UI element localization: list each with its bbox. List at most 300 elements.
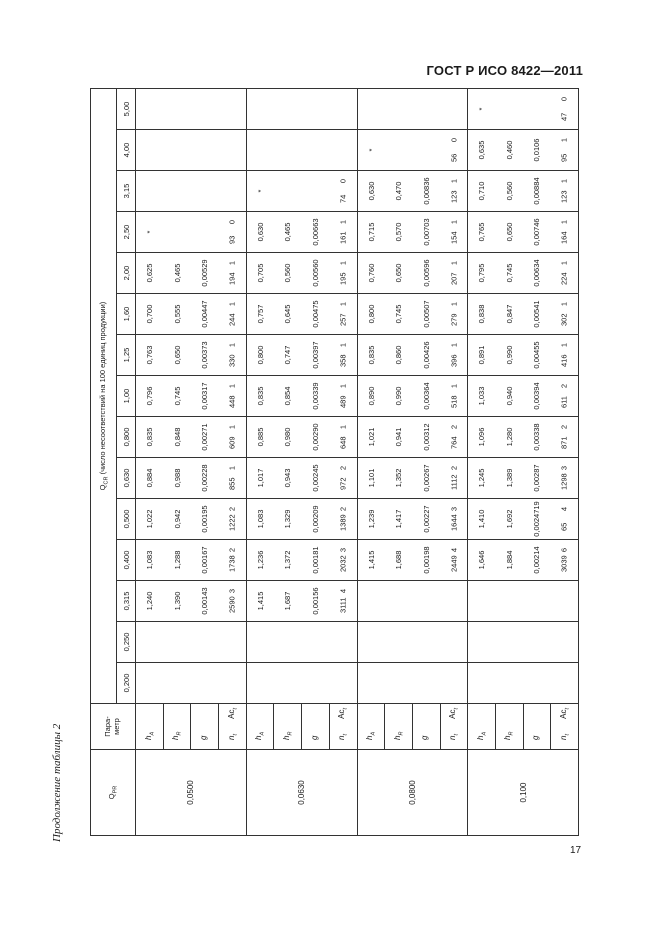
table-cell: 0,715 [357, 212, 385, 253]
qcr-value-header: 0,200 [117, 663, 136, 704]
qpr-value: 0,0630 [246, 750, 357, 836]
table-cell: 0,645 [274, 294, 302, 335]
table-cell [191, 622, 219, 663]
table-cell: 0,847 [495, 294, 523, 335]
table-cell: 0,942 [163, 499, 191, 540]
table-cell [191, 89, 219, 130]
table-cell: 0,00373 [191, 335, 219, 376]
param-label: $h_R$ [385, 704, 413, 750]
table-cell [274, 663, 302, 704]
table-cell: 0,00364 [412, 376, 440, 417]
table-cell [302, 171, 330, 212]
table-cell [440, 622, 468, 663]
param-label: g [412, 704, 440, 750]
table-row [302, 89, 330, 836]
table-cell: 1,033 [468, 376, 496, 417]
table-cell: 0,940 [495, 376, 523, 417]
table-cell [329, 622, 357, 663]
table-row [246, 89, 274, 836]
table-cell: 207 1 [440, 253, 468, 294]
ac-label: $Ac_t$ [337, 708, 349, 719]
table-cell [191, 171, 219, 212]
table-cell [385, 581, 413, 622]
table-cell [136, 663, 164, 704]
table-row [551, 89, 579, 836]
table-cell [440, 89, 468, 130]
table-cell: 1,646 [468, 540, 496, 581]
table-cell: 1,372 [274, 540, 302, 581]
standard-header: ГОСТ Р ИСО 8422—2011 [426, 63, 583, 78]
table-row [385, 89, 413, 836]
param-label: g [191, 704, 219, 750]
table-cell [329, 130, 357, 171]
table-cell: 1,410 [468, 499, 496, 540]
table-cell: 0,00836 [412, 171, 440, 212]
param-label: $h_A$ [357, 704, 385, 750]
table-cell: 1,884 [495, 540, 523, 581]
table-cell: 1,389 [495, 458, 523, 499]
param-label: $n_t$ $Ac_t$ [440, 704, 468, 750]
table-cell: 0,560 [495, 171, 523, 212]
table-cell: 1222 2 [219, 499, 247, 540]
table-cell: 0,763 [136, 335, 164, 376]
param-label: $n_t$ $Ac_t$ [329, 704, 357, 750]
table-cell: 1,236 [246, 540, 274, 581]
table-cell: 416 1 [551, 335, 579, 376]
table-cell [495, 89, 523, 130]
qcr-value-header: 0,800 [117, 417, 136, 458]
table-cell: 0,700 [136, 294, 164, 335]
table-cell: 1,415 [357, 540, 385, 581]
table-cell [191, 130, 219, 171]
table-cell: 1,280 [495, 417, 523, 458]
table-cell: 518 1 [440, 376, 468, 417]
table-cell [163, 130, 191, 171]
table-cell [163, 212, 191, 253]
table-cell [440, 581, 468, 622]
qcr-value-header: 5,00 [117, 89, 136, 130]
table-cell: 0,835 [357, 335, 385, 376]
table-cell [523, 89, 551, 130]
qcr-value-header: 0,400 [117, 540, 136, 581]
table-cell: 0,650 [163, 335, 191, 376]
table-cell [357, 581, 385, 622]
table-cell: 0,835 [136, 417, 164, 458]
table-cell [219, 622, 247, 663]
table-cell: 0,980 [274, 417, 302, 458]
table-cell: 0,838 [468, 294, 496, 335]
table-cell: 0,745 [495, 253, 523, 294]
qcr-value-header: 1,00 [117, 376, 136, 417]
table-cell: 0,470 [385, 171, 413, 212]
table-cell: 0,943 [274, 458, 302, 499]
table-cell: 0,00455 [523, 335, 551, 376]
table-cell: 1,417 [385, 499, 413, 540]
table-row [440, 89, 468, 836]
table-cell [136, 130, 164, 171]
table-cell: 0,00447 [191, 294, 219, 335]
table-cell: 0,796 [136, 376, 164, 417]
qcr-value-header: 1,25 [117, 335, 136, 376]
table-cell: 0,710 [468, 171, 496, 212]
table-cell: 0,555 [163, 294, 191, 335]
table-cell: 1,288 [163, 540, 191, 581]
table-cell: 1738 2 [219, 540, 247, 581]
table-cell: 65 4 [551, 499, 579, 540]
table-cell: 302 1 [551, 294, 579, 335]
qcr-value-header: 2,50 [117, 212, 136, 253]
param-label: g [302, 704, 330, 750]
table-cell: 123 1 [551, 171, 579, 212]
table-cell: 0,848 [163, 417, 191, 458]
table-cell: 164 1 [551, 212, 579, 253]
table-cell: 0,00596 [412, 253, 440, 294]
table-cell [495, 663, 523, 704]
qcr-group-header: $Q_{CR}$ (число несоответствий на 100 единиц продукции) [91, 89, 117, 704]
table-cell: 0,00245 [302, 458, 330, 499]
table-cell: 0,570 [385, 212, 413, 253]
table-cell: 1,245 [468, 458, 496, 499]
table-cell: 93 0 [219, 212, 247, 253]
table-cell: 0,757 [246, 294, 274, 335]
table-cell [302, 130, 330, 171]
qcr-value-header: 2,00 [117, 253, 136, 294]
table-cell: 448 1 [219, 376, 247, 417]
table-row [191, 89, 219, 836]
qpr-value: 0,0500 [136, 750, 247, 836]
table-cell [219, 171, 247, 212]
table-cell: 3039 6 [551, 540, 579, 581]
table-cell [302, 663, 330, 704]
table-cell: 0,00884 [523, 171, 551, 212]
table-cell [136, 89, 164, 130]
table-cell: 0,0106 [523, 130, 551, 171]
table-cell [246, 130, 274, 171]
table-cell [551, 622, 579, 663]
table-cell: 648 1 [329, 417, 357, 458]
table-cell: 0,835 [246, 376, 274, 417]
table-cell: 0,0024719 [523, 499, 551, 540]
table-cell: 224 1 [551, 253, 579, 294]
table-cell: 0,990 [495, 335, 523, 376]
table-cell: 0,00397 [302, 335, 330, 376]
table-cell [163, 622, 191, 663]
table-cell: 1,352 [385, 458, 413, 499]
table-cell [495, 622, 523, 663]
table-cell [191, 212, 219, 253]
table-cell: 0,854 [274, 376, 302, 417]
table-cell: 0,00663 [302, 212, 330, 253]
param-label: $h_R$ [163, 704, 191, 750]
table-cell [385, 130, 413, 171]
table-cell: 0,630 [357, 171, 385, 212]
table-cell: * [468, 89, 496, 130]
table-cell: 0,800 [246, 335, 274, 376]
sampling-table [90, 88, 579, 836]
table-cell: 1,101 [357, 458, 385, 499]
table-cell: 195 1 [329, 253, 357, 294]
table-cell: 0,747 [274, 335, 302, 376]
qcr-value-header: 0,500 [117, 499, 136, 540]
table-cell: 1,329 [274, 499, 302, 540]
table-row [274, 89, 302, 836]
param-label: $n_t$ $Ac_t$ [551, 704, 579, 750]
table-cell [357, 622, 385, 663]
table-cell: 1,083 [136, 540, 164, 581]
table-cell: 0,00746 [523, 212, 551, 253]
table-cell: 1112 2 [440, 458, 468, 499]
table-cell: 0,00317 [191, 376, 219, 417]
table-cell: 358 1 [329, 335, 357, 376]
table-cell [329, 663, 357, 704]
table-cell [551, 663, 579, 704]
table-cell: 1,239 [357, 499, 385, 540]
table-cell: 0,795 [468, 253, 496, 294]
table-cell: 1,688 [385, 540, 413, 581]
table-cell: 161 1 [329, 212, 357, 253]
table-cell: 0,460 [495, 130, 523, 171]
table-cell [468, 581, 496, 622]
table-cell: 0,988 [163, 458, 191, 499]
table-cell: 1,021 [357, 417, 385, 458]
table-cell: 0,00195 [191, 499, 219, 540]
table-caption: Продолжение таблицы 2 [51, 723, 63, 842]
table-cell: 0,800 [357, 294, 385, 335]
table-cell: 0,00214 [523, 540, 551, 581]
table-cell [302, 89, 330, 130]
table-cell: 0,00156 [302, 581, 330, 622]
table-row [495, 89, 523, 836]
param-column-header: Пара- метр [91, 704, 136, 750]
table-row [329, 89, 357, 836]
table-cell: 0,00703 [412, 212, 440, 253]
table-cell: 1,096 [468, 417, 496, 458]
table-cell [191, 663, 219, 704]
table-cell [246, 622, 274, 663]
table-cell: 1,692 [495, 499, 523, 540]
param-label: $h_A$ [136, 704, 164, 750]
table-cell: 0,745 [385, 294, 413, 335]
table-cell [468, 663, 496, 704]
table-cell: 0,650 [385, 253, 413, 294]
table-cell: 1,687 [274, 581, 302, 622]
table-cell [523, 581, 551, 622]
table-cell [468, 622, 496, 663]
table-cell: 396 1 [440, 335, 468, 376]
table-cell: 1389 2 [329, 499, 357, 540]
table-cell: 2032 3 [329, 540, 357, 581]
table-cell: 1298 3 [551, 458, 579, 499]
table-cell [302, 622, 330, 663]
table-cell: 0,760 [357, 253, 385, 294]
table-cell [523, 622, 551, 663]
table-cell: 279 1 [440, 294, 468, 335]
table-cell: * [246, 171, 274, 212]
table-row [357, 89, 385, 836]
table-cell: 3111 4 [329, 581, 357, 622]
table-cell: 0,00338 [523, 417, 551, 458]
table-cell: 74 0 [329, 171, 357, 212]
table-cell: 0,00198 [412, 540, 440, 581]
table-cell: 95 1 [551, 130, 579, 171]
table-cell [412, 581, 440, 622]
table-cell [274, 89, 302, 130]
table-cell [523, 663, 551, 704]
table-cell [385, 663, 413, 704]
table-cell [440, 663, 468, 704]
table-cell: 0,00529 [191, 253, 219, 294]
table-cell: 0,00394 [523, 376, 551, 417]
param-label: $h_R$ [274, 704, 302, 750]
table-cell [246, 663, 274, 704]
table-cell: 0,00339 [302, 376, 330, 417]
table-cell [357, 89, 385, 130]
table-cell: 0,00634 [523, 253, 551, 294]
table-row [219, 89, 247, 836]
page-number: 17 [570, 845, 582, 856]
table-cell: 0,941 [385, 417, 413, 458]
table-cell [329, 89, 357, 130]
table-cell [551, 581, 579, 622]
table-cell [412, 89, 440, 130]
table-row [412, 89, 440, 836]
table-cell: 489 1 [329, 376, 357, 417]
table-cell: 0,625 [136, 253, 164, 294]
param-label: g [523, 704, 551, 750]
param-label: $h_R$ [495, 704, 523, 750]
param-label: $h_A$ [246, 704, 274, 750]
table-cell: 0,00271 [191, 417, 219, 458]
table-cell: 855 1 [219, 458, 247, 499]
qpr-value: 0,100 [468, 750, 579, 836]
qcr-value-header: 0,250 [117, 622, 136, 663]
qcr-value-header: 1,60 [117, 294, 136, 335]
table-cell: * [357, 130, 385, 171]
table-cell: 0,00167 [191, 540, 219, 581]
table-cell: 0,745 [163, 376, 191, 417]
table-cell [495, 581, 523, 622]
table-cell: 47 0 [551, 89, 579, 130]
qpr-value: 0,0800 [357, 750, 468, 836]
table-cell [412, 130, 440, 171]
table-cell [412, 663, 440, 704]
table-cell: 0,630 [246, 212, 274, 253]
qpr-column-header: $Q_{PR}$ [91, 750, 136, 836]
table-cell: 330 1 [219, 335, 247, 376]
table-cell: 0,860 [385, 335, 413, 376]
table-cell [163, 171, 191, 212]
table-cell: 0,650 [495, 212, 523, 253]
table-cell [219, 130, 247, 171]
table-cell: 0,00143 [191, 581, 219, 622]
table-cell: 0,00287 [523, 458, 551, 499]
table-cell [163, 663, 191, 704]
table-cell [163, 89, 191, 130]
table-cell [274, 171, 302, 212]
table-cell: 56 0 [440, 130, 468, 171]
table-cell: 1,415 [246, 581, 274, 622]
param-label: $h_A$ [468, 704, 496, 750]
ac-label: $Ac_t$ [558, 708, 571, 719]
table-cell: 257 1 [329, 294, 357, 335]
table-cell: 0,00267 [412, 458, 440, 499]
table-cell [385, 622, 413, 663]
table-cell: 611 2 [551, 376, 579, 417]
table-cell: 1,240 [136, 581, 164, 622]
ac-label: $Ac_t$ [448, 708, 460, 719]
table-cell [219, 663, 247, 704]
table-cell: 0,00426 [412, 335, 440, 376]
table-cell: 0,465 [274, 212, 302, 253]
table-cell: 0,765 [468, 212, 496, 253]
table-cell: 2449 4 [440, 540, 468, 581]
table-cell: 0,00312 [412, 417, 440, 458]
table-cell: 0,891 [468, 335, 496, 376]
table-cell: 972 2 [329, 458, 357, 499]
table-cell: 154 1 [440, 212, 468, 253]
qcr-value-header: 3,15 [117, 171, 136, 212]
table-row [163, 89, 191, 836]
table-cell: 0,705 [246, 253, 274, 294]
table-cell: 0,00290 [302, 417, 330, 458]
ac-label: $Ac_t$ [226, 708, 239, 719]
table-cell: 0,885 [246, 417, 274, 458]
qcr-value-header: 0,315 [117, 581, 136, 622]
table-cell [136, 622, 164, 663]
table-row [468, 89, 496, 836]
table-cell: 194 1 [219, 253, 247, 294]
table-cell: 0,990 [385, 376, 413, 417]
table-cell: 609 1 [219, 417, 247, 458]
table-cell: 0,560 [274, 253, 302, 294]
table-row [136, 89, 164, 836]
table-cell [136, 171, 164, 212]
table-cell: 0,00475 [302, 294, 330, 335]
table-cell: 0,00181 [302, 540, 330, 581]
table-cell: 0,635 [468, 130, 496, 171]
table-cell: 1644 3 [440, 499, 468, 540]
qcr-value-header: 4,00 [117, 130, 136, 171]
table-cell: 1,083 [246, 499, 274, 540]
table-cell [357, 663, 385, 704]
rotated-table-container [90, 94, 579, 836]
table-cell: 244 1 [219, 294, 247, 335]
table-cell: 0,00228 [191, 458, 219, 499]
table-cell: 764 2 [440, 417, 468, 458]
table-cell: 0,00541 [523, 294, 551, 335]
table-cell [274, 130, 302, 171]
table-cell: 0,884 [136, 458, 164, 499]
table-cell: 0,00560 [302, 253, 330, 294]
table-cell: 0,890 [357, 376, 385, 417]
table-cell [274, 622, 302, 663]
table-cell: 1,017 [246, 458, 274, 499]
table-cell: 871 2 [551, 417, 579, 458]
table-cell: 0,465 [163, 253, 191, 294]
table-cell: 1,390 [163, 581, 191, 622]
table-cell [246, 89, 274, 130]
qcr-value-header: 0,630 [117, 458, 136, 499]
table-cell: 0,00209 [302, 499, 330, 540]
table-cell: 123 1 [440, 171, 468, 212]
table-row [523, 89, 551, 836]
table-cell [412, 622, 440, 663]
table-cell [219, 89, 247, 130]
table-cell: * [136, 212, 164, 253]
table-cell: 2590 3 [219, 581, 247, 622]
param-label: $n_t$ $Ac_t$ [219, 704, 247, 750]
table-cell: 0,00227 [412, 499, 440, 540]
